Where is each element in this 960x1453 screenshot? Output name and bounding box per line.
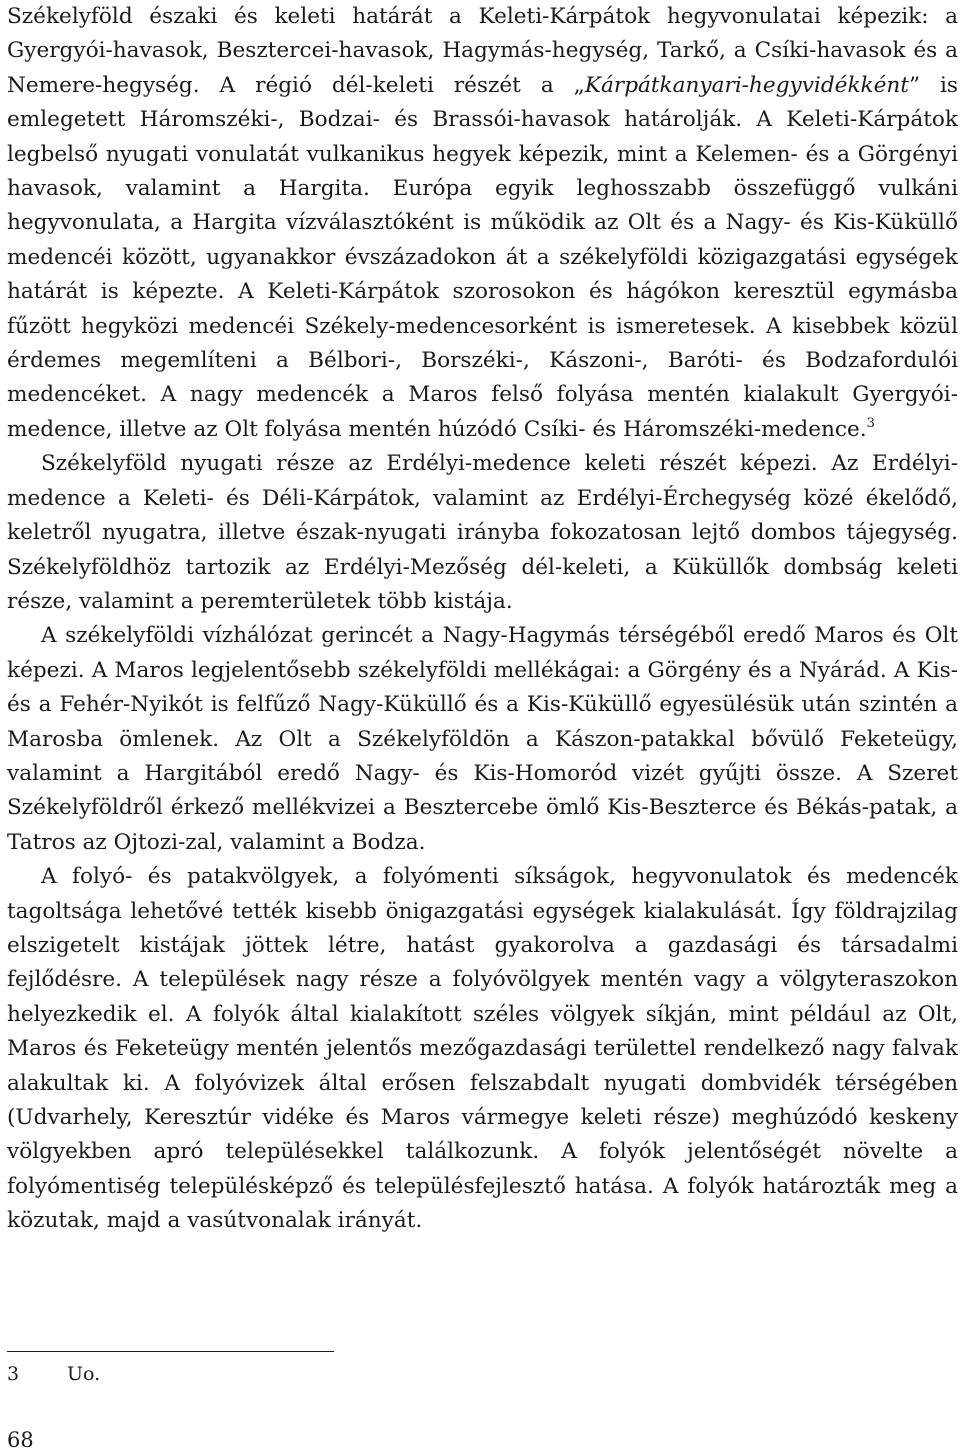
page-number: 68	[7, 1428, 34, 1452]
footnote-reference: 3	[866, 415, 875, 431]
footnote-text: Uo.	[67, 1363, 101, 1385]
text-segment: Székelyföld nyugati része az Erdélyi-medence keleti részét képezi. Az Erdélyi-medence a Keleti- és Déli-Kárpátok, valamint az Erdélyi-Érchegység közé ékelődő, keletről nyugatra, illetve észak-nyugati irányba fokozatosan lejtő dombos tájegység. Székelyföldhöz tartozik az Erdélyi-Mezőség dél-keleti, a Küküllők dombság keleti része, valamint a peremterületek több kistája.	[7, 451, 958, 614]
text-segment: A székelyföldi vízhálózat gerincét a Nagy-Hagymás térségéből eredő Maros és Olt képezi. A Maros legjelentősebb székelyföldi mellékágai: a Görgény és a Nyárád. A Kis- és a Fehér-Nyikót is felfűző Nagy-Küküllő és a Kis-Küküllő egyesülésük után szintén a Marosba ömlenek. Az Olt a Székelyföldön a Kászon-patakkal bővülő Feketeügy, valamint a Hargitából eredő Nagy- és Kis-Homoród vizét gyűjti össze. A Szeret Székelyföldről érkező mellékvizei a Besztercebe ömlő Kis-Beszterce és Békás-patak, a Tatros az Ojtozi-zal, valamint a Bodza.	[7, 623, 958, 855]
footnote-divider	[7, 1351, 334, 1352]
footnote	[7, 1361, 100, 1387]
paragraph-3	[7, 619, 958, 860]
text-segment: A folyó- és patakvölgyek, a folyómenti síkságok, hegyvonulatok és medencék tagoltsága lehetővé tették kisebb önigazgatási egységek kialakulását. Így földrajzilag elszigetelt kistájak jöttek létre, hatást gyakorolva a gazdasági és társadalmi fejlődésre. A települések nagy része a folyóvölgyek mentén vagy a völgyteraszokon helyezkedik el. A folyók által kialakított széles völgyek síkján, mint például az Olt, Maros és Feketeügy mentén jelentős mezőgazdasági területtel rendelkező nagy falvak alakultak ki. A folyóvizek által erősen felszabdalt nyugati dombvidék térségében (Udvarhely, Keresztúr vidéke és Maros vármegye keleti része) meghúzódó keskeny völgyekben apró településekkel találkozunk. A folyók jelentőségét növelte a folyómentiség településképző és településfejlesztő hatása. A folyók határozták meg a közutak, majd a vasútvonalak irányát.	[7, 864, 958, 1234]
paragraph-2	[7, 447, 958, 619]
text-segment: Székelyföld északi és keleti határát a Keleti-Kárpátok hegyvonulatai képezik: a Gyergyói-havasok, Besztercei-havasok, Hagymás-hegység, Tarkő, a Csíki-havasok és a Nemere-hegység. A régió dél-keleti részét a „	[7, 4, 958, 98]
page-body	[7, 0, 958, 1239]
italic-text: Kárpátkanyari-hegyvidékként	[584, 72, 909, 98]
text-segment: ” is emlegetett Háromszéki-, Bodzai- és Brassói-havasok határolják. A Keleti-Kárpátok legbelső nyugati vonulatát vulkanikus hegyek képezik, mint a Kelemen- és a Görgényi havasok, valamint a Hargita. Európa egyik leghosszabb összefüggő vulkáni hegyvonulata, a Hargita vízválasztóként is működik az Olt és a Nagy- és Kis-Küküllő medencéi között, ugyanakkor évszázadokon át a székelyföldi közigazgatási egységek határát is képezte. A Keleti-Kárpátok szorosokon és hágókon keresztül egymásba fűzött hegyközi medencéi Székely-medencesorként is ismeretesek. A kisebbek közül érdemes megemlíteni a Bélbori-, Borszéki-, Kászoni-, Baróti- és Bodzafordulói medencéket. A nagy medencék a Maros felső folyása mentén kialakult Gyergyói-medence, illetve az Olt folyása mentén húzódó Csíki- és Háromszéki-medence.	[7, 72, 958, 442]
footnote-number: 3	[7, 1363, 20, 1385]
paragraph-1	[7, 0, 958, 447]
paragraph-4	[7, 860, 958, 1238]
